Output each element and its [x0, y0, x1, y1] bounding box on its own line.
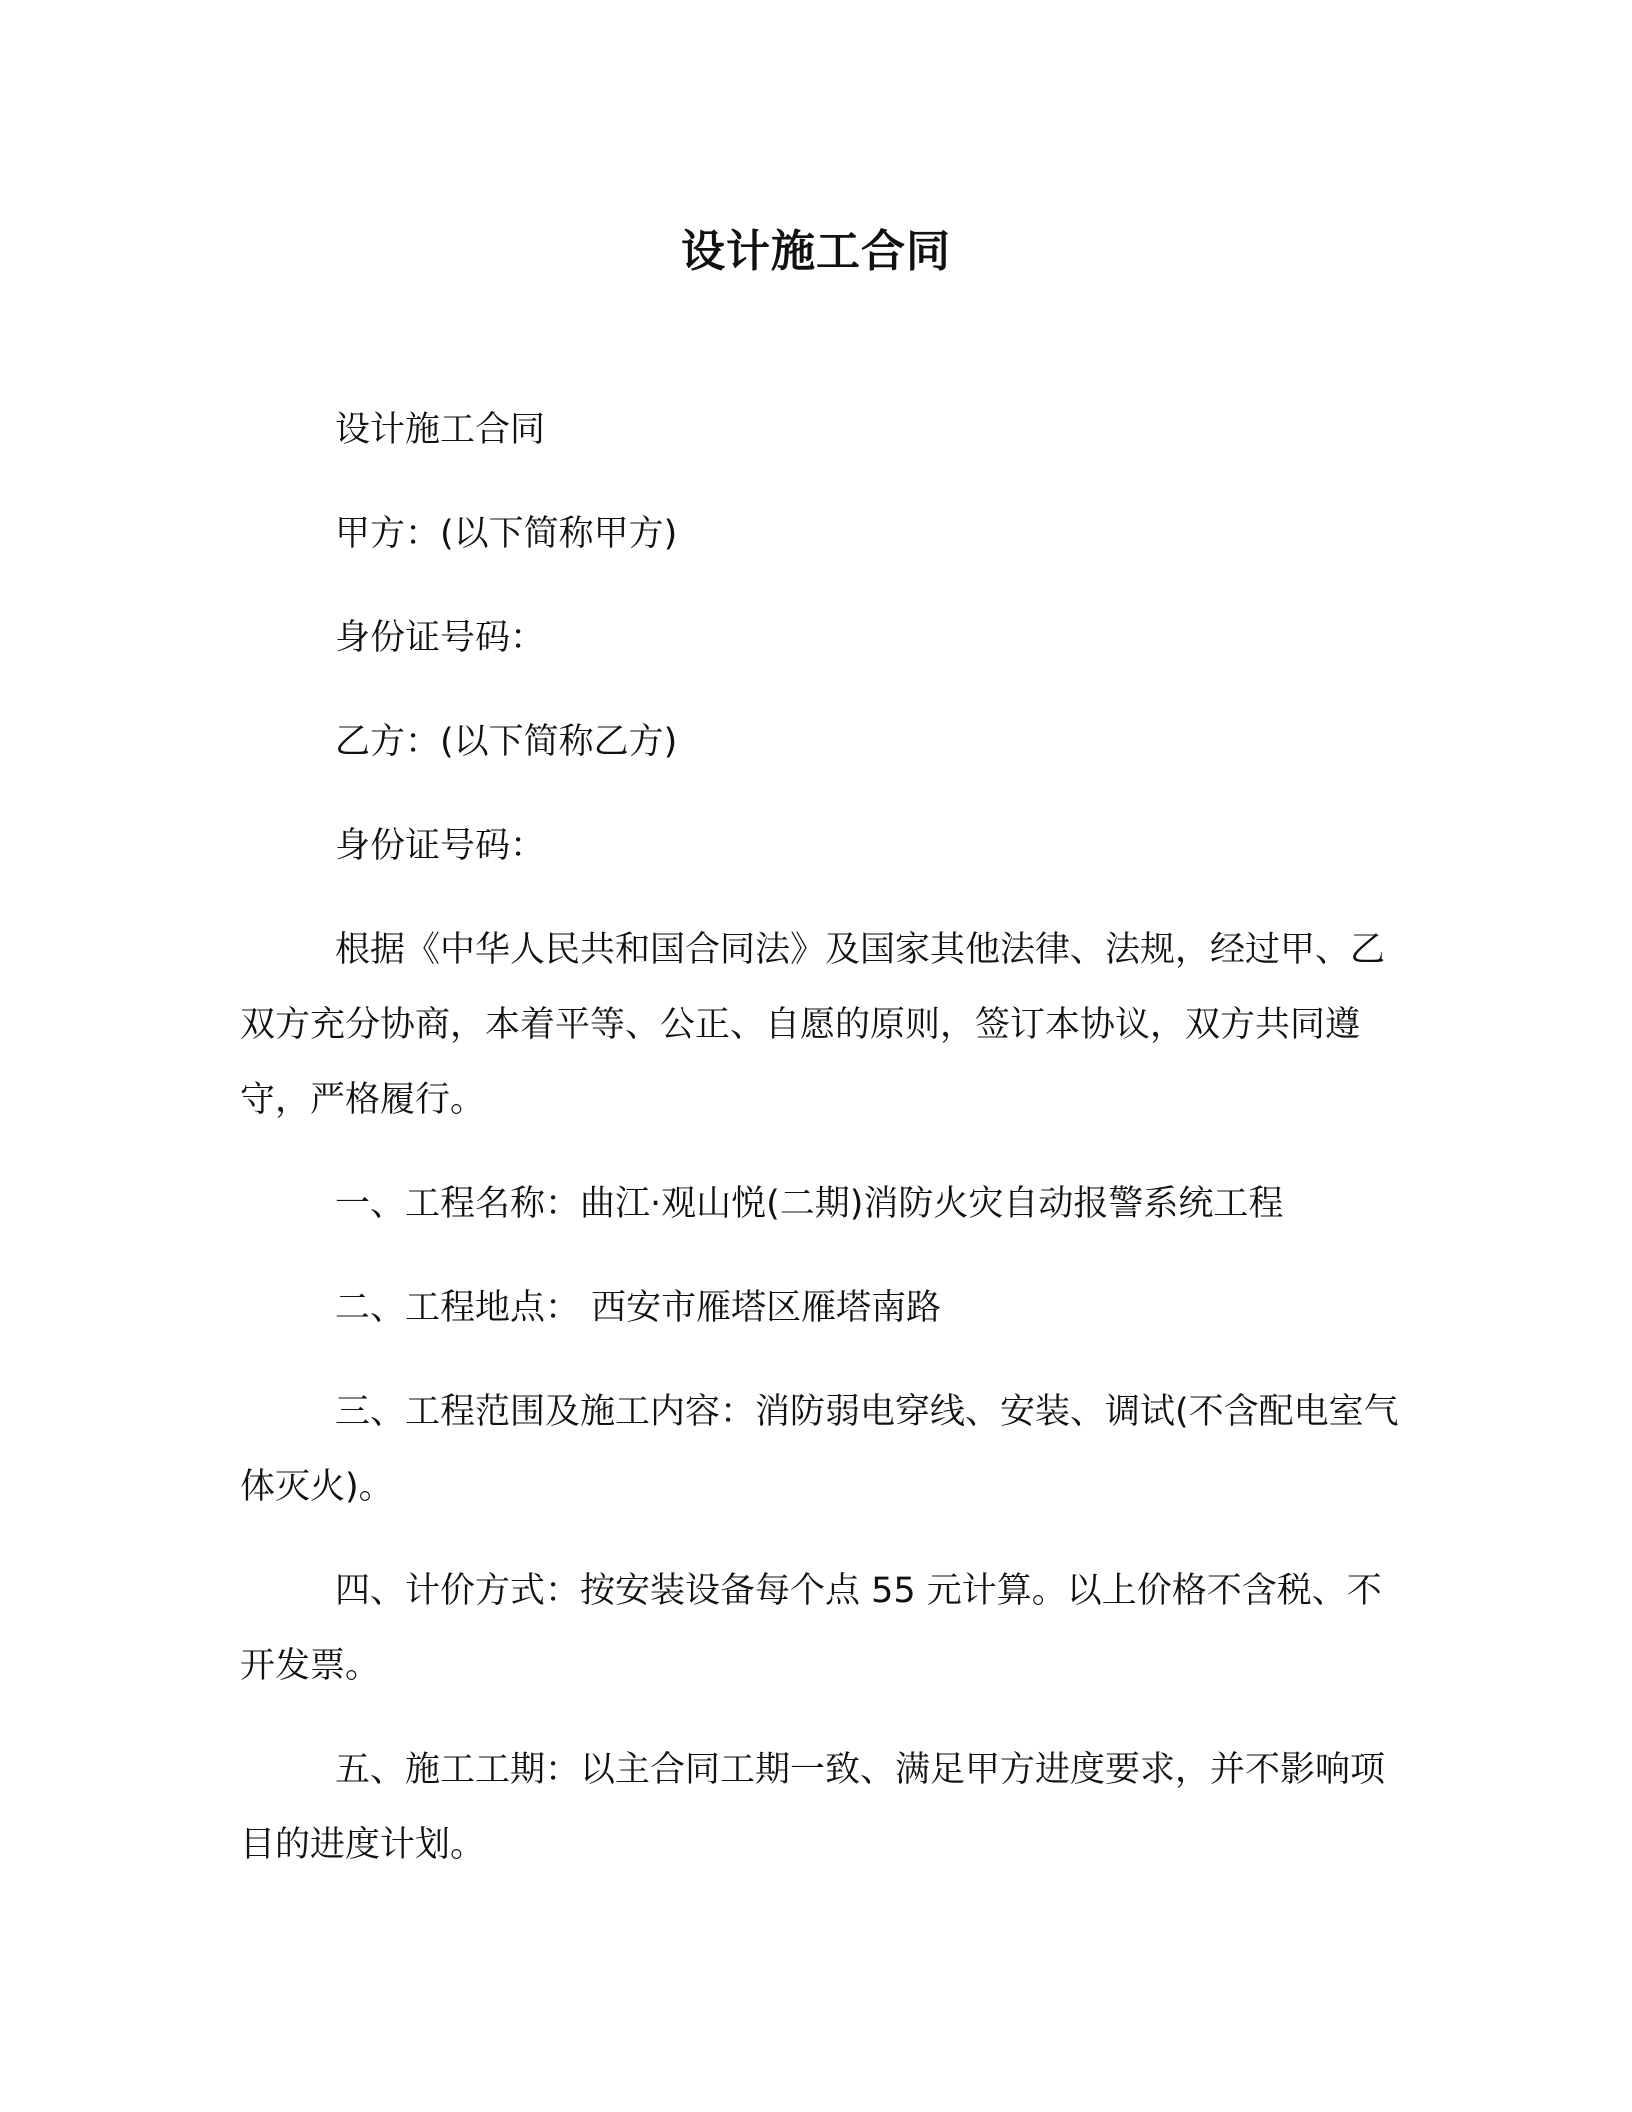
clause-project-scope: 三、工程范围及施工内容：消防弱电穿线、安装、调试(不含配电室气体灭火)。 [240, 1392, 1399, 1507]
document-body [240, 393, 1400, 1912]
party-a-line: 甲方：(以下简称甲方) [335, 514, 678, 554]
clause-schedule: 五、施工工期：以主合同工期一致、满足甲方进度要求，并不影响项目的进度计划。 [240, 1750, 1386, 1865]
clause-project-name: 一、工程名称：曲江·观山悦(二期)消防火灾自动报警系统工程 [335, 1184, 1284, 1224]
document-title: 设计施工合同 [681, 226, 951, 277]
clause-project-location: 二、工程地点： 西安市雁塔区雁塔南路 [335, 1288, 942, 1328]
subtitle-paragraph: 设计施工合同 [335, 410, 546, 450]
preamble-paragraph: 根据《中华人民共和国合同法》及国家其他法律、法规，经过甲、乙双方充分协商，本着平等、公正、自愿的原则，签订本协议，双方共同遵守，严格履行。 [240, 930, 1386, 1120]
party-b-line: 乙方：(以下简称乙方) [335, 722, 678, 762]
party-a-id-line: 身份证号码： [335, 618, 546, 658]
party-b-id-line: 身份证号码： [335, 826, 546, 866]
clause-pricing: 四、计价方式：按安装设备每个点 55 元计算。以上价格不含税、不开发票。 [240, 1571, 1382, 1686]
